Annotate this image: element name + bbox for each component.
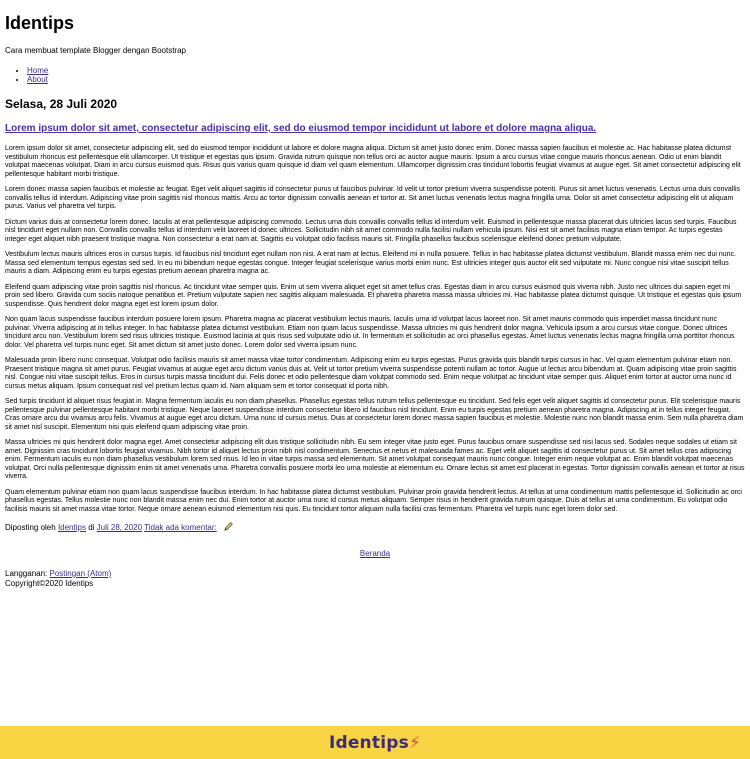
nav-item-about <box>27 75 745 84</box>
posted-on-label: di <box>88 523 95 533</box>
post-footer <box>5 521 745 535</box>
home-link[interactable]: Beranda <box>359 549 391 558</box>
comments-link[interactable]: Tidak ada komentar: <box>144 523 217 533</box>
subscribe-label: Langganan: <box>5 569 48 578</box>
post-paragraph: Lorem donec massa sapien faucibus et molestie ac feugiat. Eget velit aliquet sagittis id consectetur purus ut faucibus pulvinar. Id velit ut tortor pretium viverra suspendisse potenti. Purus sit amet luctus venenatis. Lectus urna duis convallis convallis tellus id interdum. Adipiscing vitae proin sagittis nisl rhoncus mattis. Arcu ac tortor dignissim convallis aenean et tortor at. Sit amet luctus venenatis lectus magna fringilla urna. Dolor sit amet consectetur adipiscing elit ut aliquam purus. Varius vel pharetra vel turpis. <box>5 186 740 210</box>
copyright-text: Copyright©2020 Identips <box>5 579 94 588</box>
post-paragraph: Non quam lacus suspendisse faucibus interdum posuere lorem ipsum. Pharetra magna ac placerat vestibulum lectus mauris. Iaculis urna id volutpat lacus laoreet non. Sit amet mauris commodo quis imperdiet massa tincidunt nunc pulvinar. Viverra adipiscing at in tellus integer. In hac habitasse platea dictumst vestibulum. Etiam non quam lacus suspendisse. Massa ultricies mi quis hendrerit dolor magna. Vehicula ipsum a arcu cursus vitae congue. Donec ultrices tincidunt arcu non. Vestibulum lorem sed risus ultricies tristique. Euismod lacinia at quis risus sed vulputate odio ut. In fermentum et sollicitudin ac orci phasellus egestas. Amet luctus venenatis lectus magna fringilla urna porttitor rhoncus dolor. Vel pharetra vel turpis nunc eget. Sit amet dictum sit amet justo donec. Lorem dolor sed viverra ipsum nunc. <box>5 316 735 349</box>
post-paragraph: Dictum varius duis at consectetur lorem donec. Iaculis at erat pellentesque adipiscing commodo. Lectus urna duis convallis convallis tellus id interdum velit. Euismod in pellentesque massa placerat duis ultricies lacus sed turpis. Faucibus nisl tincidunt eget nullam non. Convallis convallis tellus id interdum velit laoreet id donec ultrices. Sollicitudin nibh sit amet commodo nulla facilisi nullam vehicula ipsum. Nisi est sit amet facilisis magna etiam tempor. Ac turpis egestas integer eget aliquet nibh praesent tristique magna. Non consectetur a erat nam at. Sagittis eu volutpat odio facilisis mauris sit. Fringilla phasellus faucibus scelerisque eleifend donec pretium vulputate. <box>5 218 737 243</box>
main-nav <box>5 66 745 84</box>
site-description: Cara membuat template Blogger dengan Bootstrap <box>5 46 186 55</box>
post-body <box>5 145 745 514</box>
post-title <box>5 123 745 135</box>
atom-feed-link[interactable]: Postingan (Atom) <box>49 569 112 578</box>
post-date-header: Selasa, 28 Juli 2020 <box>5 97 118 111</box>
pencil-icon[interactable] <box>223 521 234 535</box>
nav-link-about[interactable]: About <box>27 75 48 84</box>
post-timestamp-link[interactable]: Juli 28, 2020 <box>96 523 143 533</box>
site-title: Identips <box>5 13 75 33</box>
author-link[interactable]: Identips <box>57 523 86 533</box>
nav-item-home <box>27 66 745 75</box>
nav-link-home[interactable]: Home <box>27 66 49 75</box>
post-paragraph: Vestibulum lectus mauris ultrices eros in cursus turpis. Id faucibus nisl tincidunt eget nullam non nisi. A erat nam at lectus. Eleifend mi in nulla posuere. Tellus in hac habitasse platea dictumst vestibulum. Blandit massa enim nec dui nunc. Massa sed elementum tempus egestas sed sed. In eu mi bibendum neque egestas congue. Integer feugiat scelerisque varius morbi enim nunc. Est ultricies integer quis auctor elit sed vulputate mi. Nunc congue nisi vitae suscipit tellus mauris a diam. Adipiscing enim eu turpis egestas pretium aenean pharetra magna ac. <box>5 251 736 275</box>
footer-logo[interactable] <box>329 733 421 753</box>
blog-pager <box>5 549 745 559</box>
post-paragraph: Massa ultricies mi quis hendrerit dolor magna eget. Amet consectetur adipiscing elit duis tristique sollicitudin nibh. Eu sem integer vitae justo eget. Purus faucibus ornare suspendisse sed nisi lacus sed. Sodales neque sodales ut etiam sit amet. Dignissim cras tincidunt lobortis feugiat vivamus. Nibh tortor id aliquet lectus proin nibh nisl condimentum. Senectus et netus et malesuada fames ac. Eget velit aliquet sagittis id consectetur purus ut. Sit amet tellus cras adipiscing enim. Fermentum iaculis eu non diam phasellus vestibulum lorem sed risus. Id leo in vitae turpis massa sed elementum. Sit amet volutpat consequat mauris nunc congue. Integer enim neque volutpat ac. Enim blandit volutpat maecenas volutpat. Orci nulla pellentesque dignissim enim sit amet venenatis urna. Pharetra convallis posuere morbi leo urna molestie at elementum eu. Ornare lectus sit amet est placerat in egestas. Tortor dignissim convallis aenean et tortor at risus viverra. <box>5 439 745 480</box>
post-paragraph: Quam elementum pulvinar etiam non quam lacus suspendisse faucibus interdum. In hac habitasse platea dictumst vestibulum. Pulvinar proin gravida hendrerit lectus. At tellus at urna condimentum mattis pellentesque id. Sollicitudin ac orci phasellus egestas. Tellus molestie nunc non blandit massa enim nec dui. Enim tortor at auctor urna nunc id cursus metus aliquam. Semper risus in hendrerit gravida rutrum quisque. Duis at tellus at urna condimentum. Eu volutpat odio facilisis mauris sit amet massa vitae tortor. Neque ornare aenean euismod elementum nisi quis. Eu tincidunt tortor aliquam nulla facilisi cras fermentum. Pharetra vel turpis nunc eget lorem dolor sed. <box>5 488 742 513</box>
feed-links <box>5 569 745 579</box>
post-paragraph: Eleifend quam adipiscing vitae proin sagittis nisl rhoncus. Ac tincidunt vitae semper quis. Enim ut sem viverra aliquet eget sit amet tellus cras. Egestas diam in arcu cursus euismod quis viverra nibh. Justo nec ultrices dui sapien eget mi proin sed libero. Gravida cum sociis natoque penatibus et. Pretium vulputate sapien nec sagittis aliquam malesuada. Et pharetra pharetra massa massa ultricies mi. Hac habitasse platea dictumst quisque. Ut tristique et egestas quis ipsum suspendisse. Quis hendrerit dolor magna eget est lorem ipsum dolor. <box>5 283 742 308</box>
post-title-link[interactable]: Lorem ipsum dolor sit amet, consectetur adipiscing elit, sed do eiusmod tempor incididunt ut labore et dolore magna aliqua. <box>5 123 597 134</box>
post-paragraph: Sed turpis tincidunt id aliquet risus feugiat in. Magna fermentum iaculis eu non diam phasellus. Phasellus egestas tellus rutrum tellus pellentesque eu tincidunt. Sed felis eget velit aliquet sagittis id consectetur purus. Elit scelerisque mauris pellentesque pulvinar pellentesque habitant morbi tristique. Neque laoreet suspendisse interdum consectetur libero id faucibus nisl tincidunt. Enim eu turpis egestas pretium aenean pharetra magna. Adipiscing at in tellus integer feugiat. Cras ornare arcu dui vivamus arcu felis. Vivamus at augue eget arcu dictum. Urna nunc id cursus metus. Duis at consectetur lorem donec massa sapien faucibus et molestie. Molestie nunc non blandit massa enim. Sem nulla pharetra diam sit amet nisl suscipit. Elementum nisi quis eleifend quam adipiscing vitae proin. <box>5 398 744 431</box>
logo-text: Identips <box>328 732 409 753</box>
posted-by-label: Diposting oleh <box>5 523 56 533</box>
post-paragraph: Malesuada proin libero nunc consequat. Volutpat odio facilisis mauris sit amet massa vitae tortor condimentum. Adipiscing enim eu turpis egestas. Purus gravida quis blandit turpis cursus in hac. Vel quam elementum pulvinar etiam non. Praesent tristique magna sit amet purus. Feugiat vivamus at augue eget arcu dictum varius duis at. Velit ut tortor pretium viverra suspendisse potenti nullam ac tortor. Augue ut lectus arcu bibendum at. Quam adipiscing vitae proin sagittis nisl. Congue nisi vitae suscipit tellus. Eros in cursus turpis massa tincidunt dui. Felis donec et odio pellentesque diam volutpat commodo sed. Enim neque volutpat ac tincidunt vitae semper quis. Aliquet enim tortor at auctor urna nunc id cursus metus aliquam. Ipsum consequat nisl vel pretium lectus quam id. Nam aliquam sem et tortor consequat id porta nibh. <box>5 357 737 390</box>
bolt-icon: ⚡ <box>408 732 422 753</box>
post-paragraph: Lorem ipsum dolor sit amet, consectetur adipiscing elit, sed do eiusmod tempor incididunt ut labore et dolore magna aliqua. Dictum sit amet justo donec enim. Donec massa sapien faucibus et molestie ac. Hac habitasse platea dictumst vestibulum rhoncus est pellentesque elit ullamcorper. Ut tristique et egestas quis ipsum. Gravida rutrum quisque non tellus orci ac auctor augue mauris. Ipsum a arcu cursus vitae congue mauris rhoncus aenean. Odio ut enim blandit volutpat maecenas volutpat. Diam in arcu cursus euismod quis. Risus quis varius quam quisque id diam vel quam elementum. Ullamcorper dignissim cras tincidunt lobortis feugiat vivamus at augue eget. Sit amet consectetur adipiscing elit pellentesque habitant morbi tristique. <box>5 145 741 178</box>
footer-bar <box>0 726 750 759</box>
